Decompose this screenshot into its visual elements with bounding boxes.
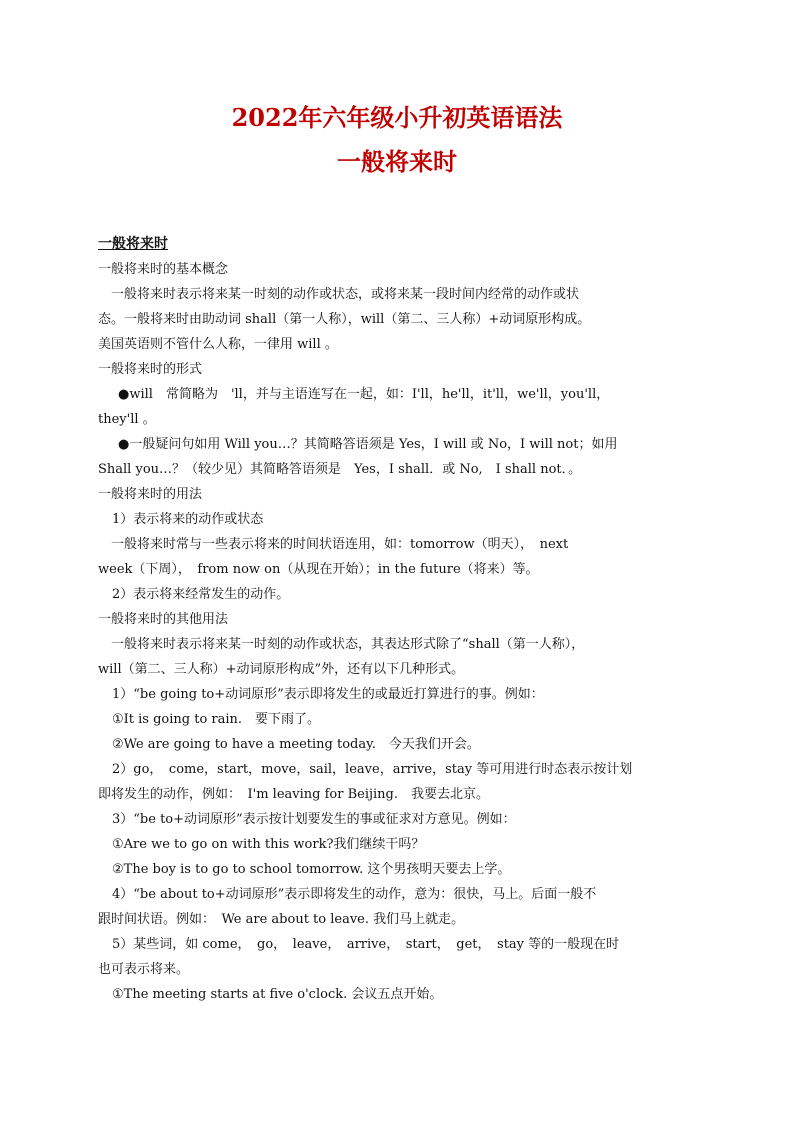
example-line: ①The meeting starts at five o'clock. 会议五点开始。 [112,987,443,1002]
example-line: ①It is going to rain. 要下雨了。 [112,712,321,727]
list-item: 4）“be about to+动词原形”表示即将发生的动作，意为：很快，马上。后面一般不 [112,887,597,902]
paragraph-line: 美国英语则不管什么人称，一律用 will 。 [98,337,338,352]
paragraph-line: 也可表示将来。 [98,962,190,977]
bullet-line: ●一般疑问句如用 Will you…？其简略答语须是 Yes，I will 或 No，I will not；如用 [118,437,618,452]
paragraph-line: they'll 。 [98,412,156,427]
example-line: ②The boy is to go to school tomorrow. 这个男孩明天要去上学。 [112,862,511,877]
page-subtitle: 一般将来时 [337,147,457,176]
list-item: 2）go， come，start，move，sail，leave，arrive，stay 等可用进行时态表示按计划 [112,762,633,777]
list-item: 1）表示将来的动作或状态 [112,512,264,527]
list-item: 5）某些词，如 come， go， leave， arrive， start， get， stay 等的一般现在时 [112,937,620,952]
paragraph-line: will（第二、三人称）+动词原形构成”外，还有以下几种形式。 [98,662,465,677]
list-item: 3）“be to+动词原形”表示按计划要发生的事或征求对方意见。例如： [112,812,516,827]
list-item: 2）表示将来经常发生的动作。 [112,587,290,602]
paragraph-line: 一般将来时表示将来某一时刻的动作或状态，或将来某一段时间内经常的动作或状 [98,287,580,302]
paragraph-line: 一般将来时常与一些表示将来的时间状语连用，如：tomorrow（明天）， next [98,537,569,552]
example-line: ①Are we to go on with this work?我们继续干吗？ [112,837,425,852]
page-title: 2022年六年级小升初英语语法 [231,103,563,132]
section-heading: 一般将来时 [98,236,168,252]
paragraph-line: 即将发生的动作，例如： I'm leaving for Beijing. 我要去北京。 [98,787,490,802]
subheading-concept: 一般将来时的基本概念 [98,262,229,277]
bullet-line: ●will 常简略为 'll，并与主语连写在一起，如：I'll，he'll，it'll，we'll，you'll， [118,387,610,402]
subheading-usage: 一般将来时的用法 [98,487,203,502]
subheading-form: 一般将来时的形式 [98,362,203,377]
subheading-other-usage: 一般将来时的其他用法 [98,612,229,627]
paragraph-line: 跟时间状语。例如： We are about to leave. 我们马上就走。 [98,912,465,927]
list-item: 1）“be going to+动词原形”表示即将发生的或最近打算进行的事。例如： [112,687,544,702]
example-line: ②We are going to have a meeting today. 今天我们开会。 [112,737,480,752]
paragraph-line: week（下周）， from now on（从现在开始）；in the future（将来）等。 [98,562,539,577]
paragraph-line: 态。一般将来时由助动词 shall（第一人称），will（第二、三人称）+动词原形构成。 [98,312,591,327]
paragraph-line: 一般将来时表示将来某一时刻的动作或状态，其表达形式除了“shall（第一人称）， [98,637,585,652]
paragraph-line: Shall you…？（较少见）其简略答语须是 Yes，I shall．或 No, I shall not．。 [98,462,582,477]
body-text [98,232,690,1007]
